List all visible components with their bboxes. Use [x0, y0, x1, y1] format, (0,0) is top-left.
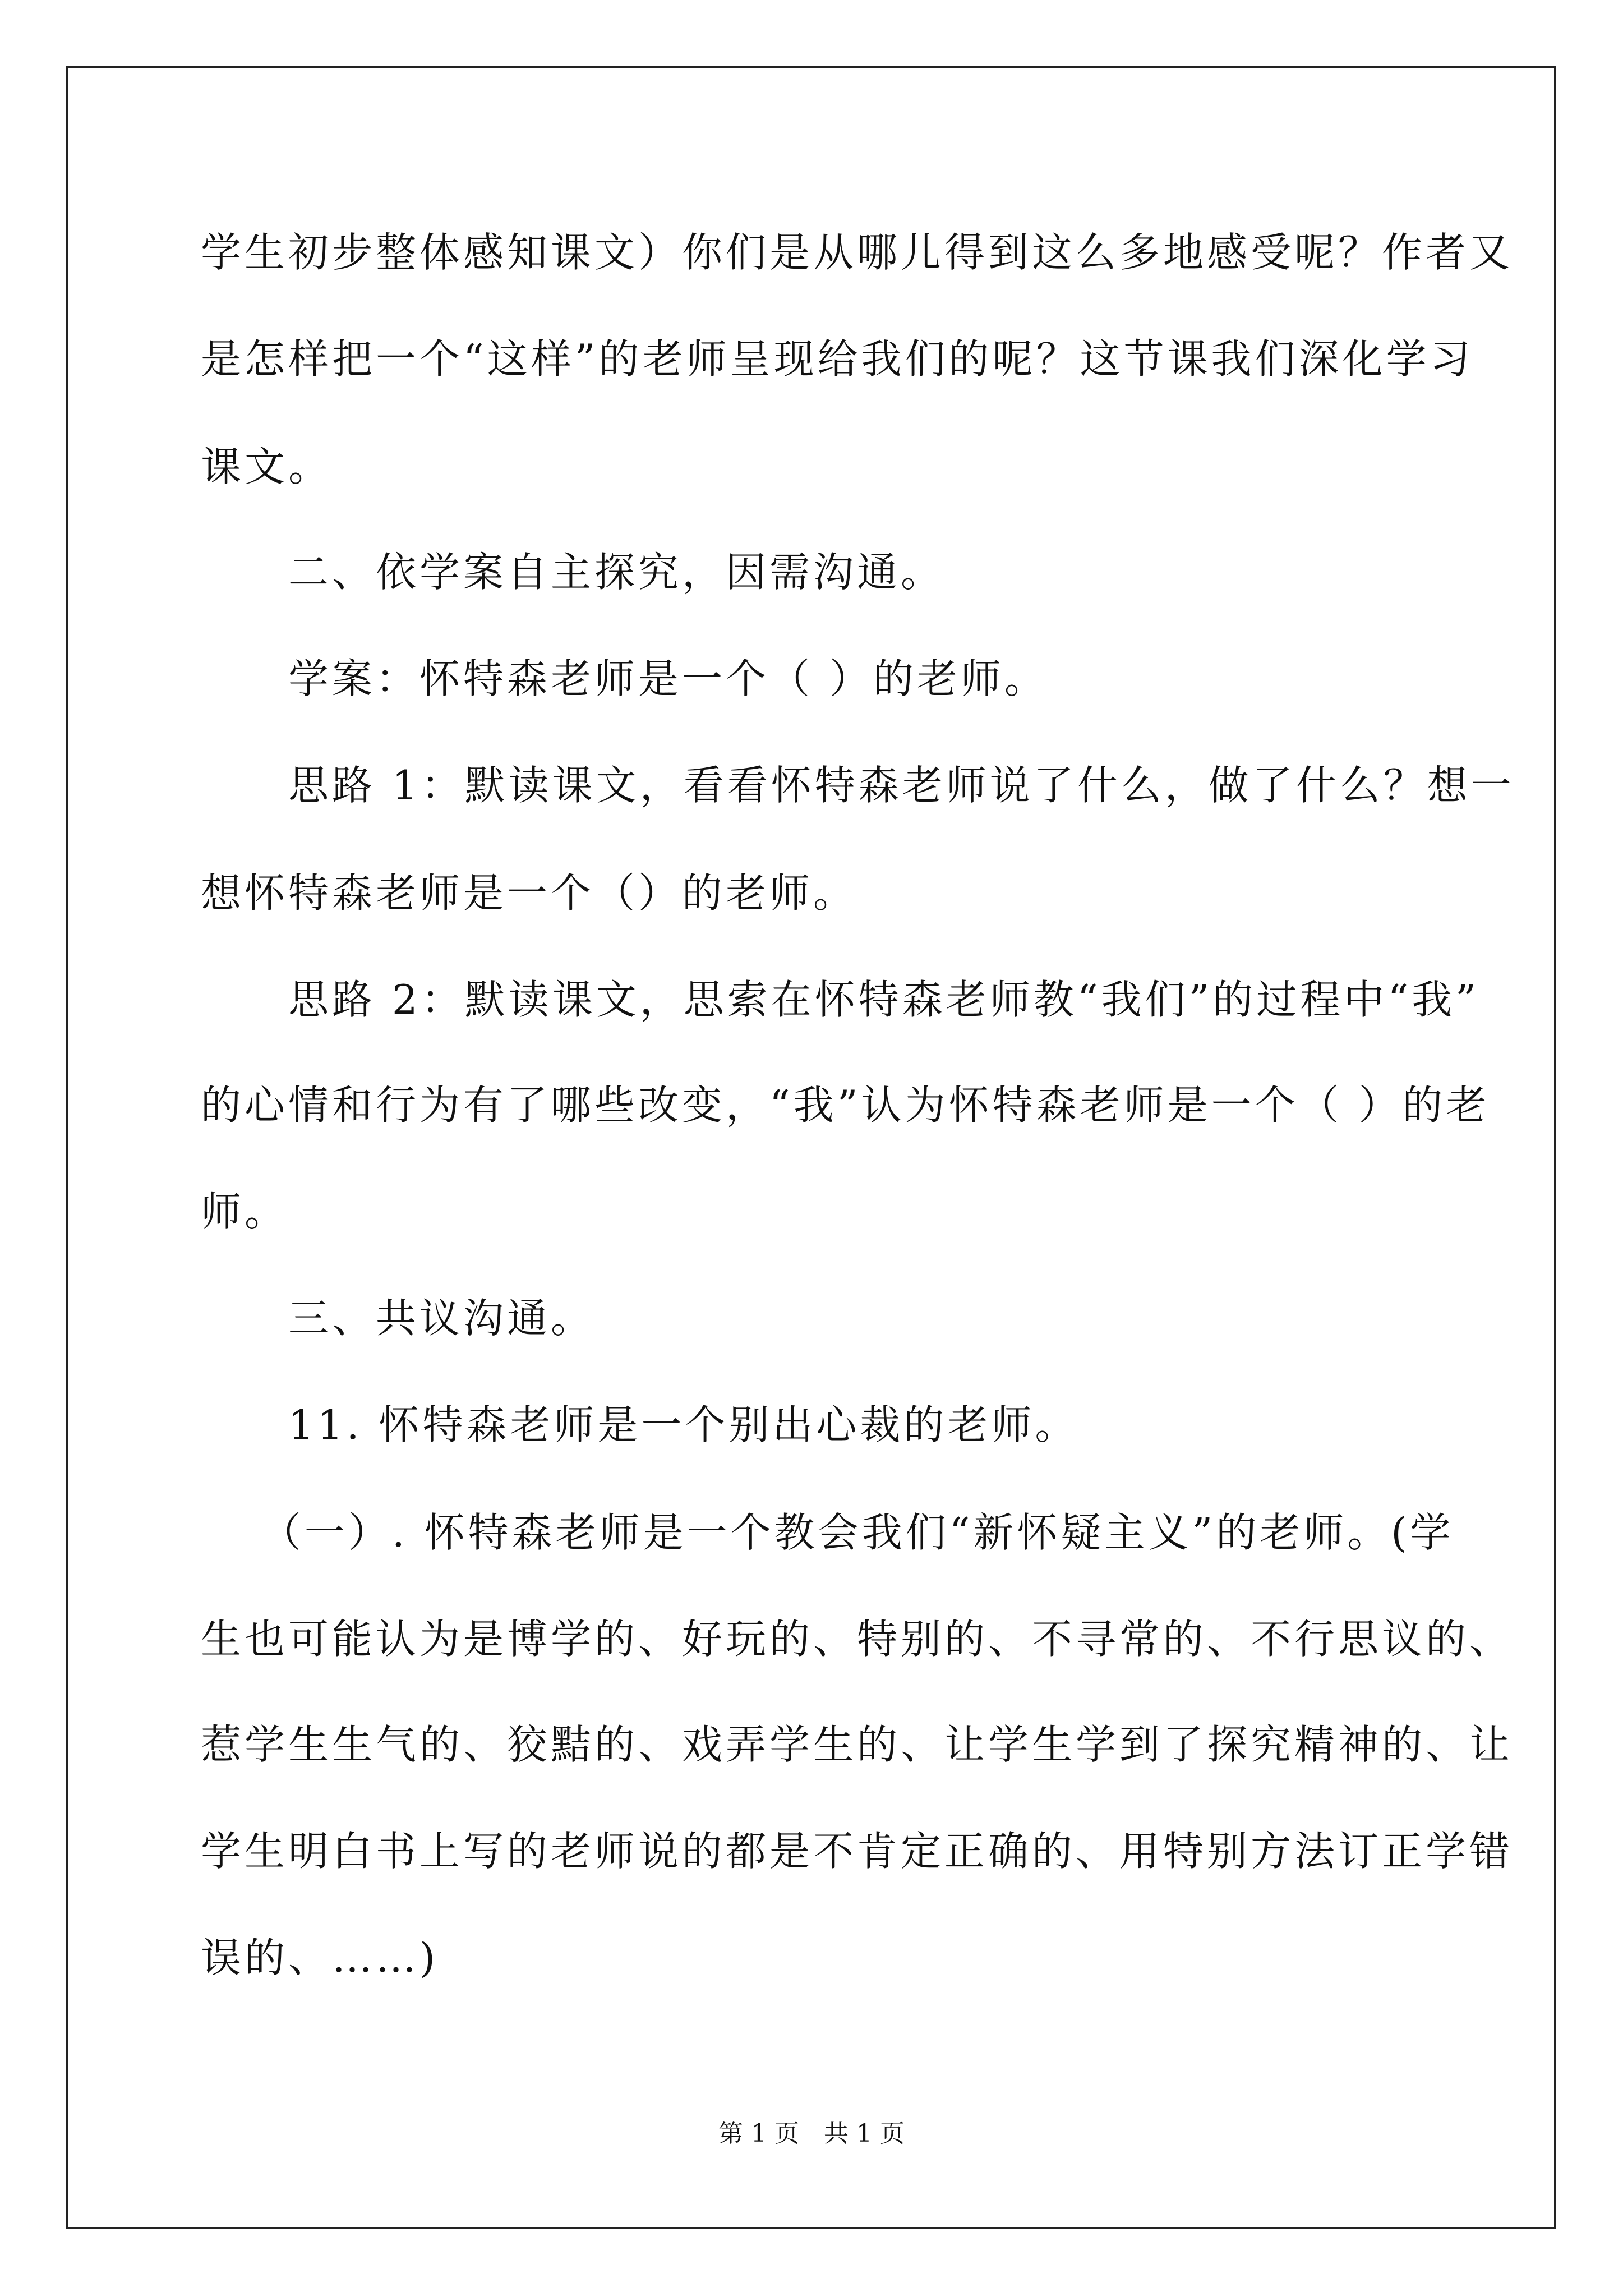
- text-line: 的心情和行为有了哪些改变，“我”认为怀特森老师是一个（ ）的老: [201, 1082, 1490, 1129]
- text-line: 惹学生生气的、狡黠的、戏弄学生的、让学生学到了探究精神的、让: [201, 1721, 1514, 1768]
- text-line: 课文。: [201, 443, 333, 490]
- text-line: 师。: [201, 1188, 289, 1235]
- text-line: 学生明白书上写的老师说的都是不肯定正确的、用特别方法订正学错: [201, 1828, 1514, 1875]
- text-line: 学案：怀特森老师是一个（ ）的老师。: [201, 655, 1048, 702]
- text-line: 想怀特森老师是一个（）的老师。: [201, 869, 857, 917]
- text-line: 思路 1：默读课文，看看怀特森老师说了什么，做了什么？想一: [201, 762, 1515, 809]
- text-line: 学生初步整体感知课文）你们是从哪儿得到这么多地感受呢？作者又: [201, 229, 1514, 276]
- page-footer: 第 1 页 共 1 页: [718, 2119, 905, 2148]
- page-border: [66, 66, 1556, 2229]
- text-line: 11. 怀特森老师是一个别出心裁的老师。: [201, 1401, 1079, 1448]
- text-line: 是怎样把一个“这样”的老师呈现给我们的呢？这节课我们深化学习: [201, 335, 1474, 383]
- text-line: （一）. 怀特森老师是一个教会我们“新怀疑主义”的老师。(学: [201, 1509, 1454, 1556]
- text-line: 三、共议沟通。: [201, 1295, 595, 1342]
- text-line: 思路 2：默读课文，思索在怀特森老师教“我们”的过程中“我”: [201, 976, 1479, 1023]
- text-line: 误的、……): [201, 1934, 439, 1981]
- text-line: 生也可能认为是博学的、好玩的、特别的、不寻常的、不行思议的、: [201, 1616, 1514, 1663]
- text-line: 二、依学案自主探究，因需沟通。: [201, 549, 945, 596]
